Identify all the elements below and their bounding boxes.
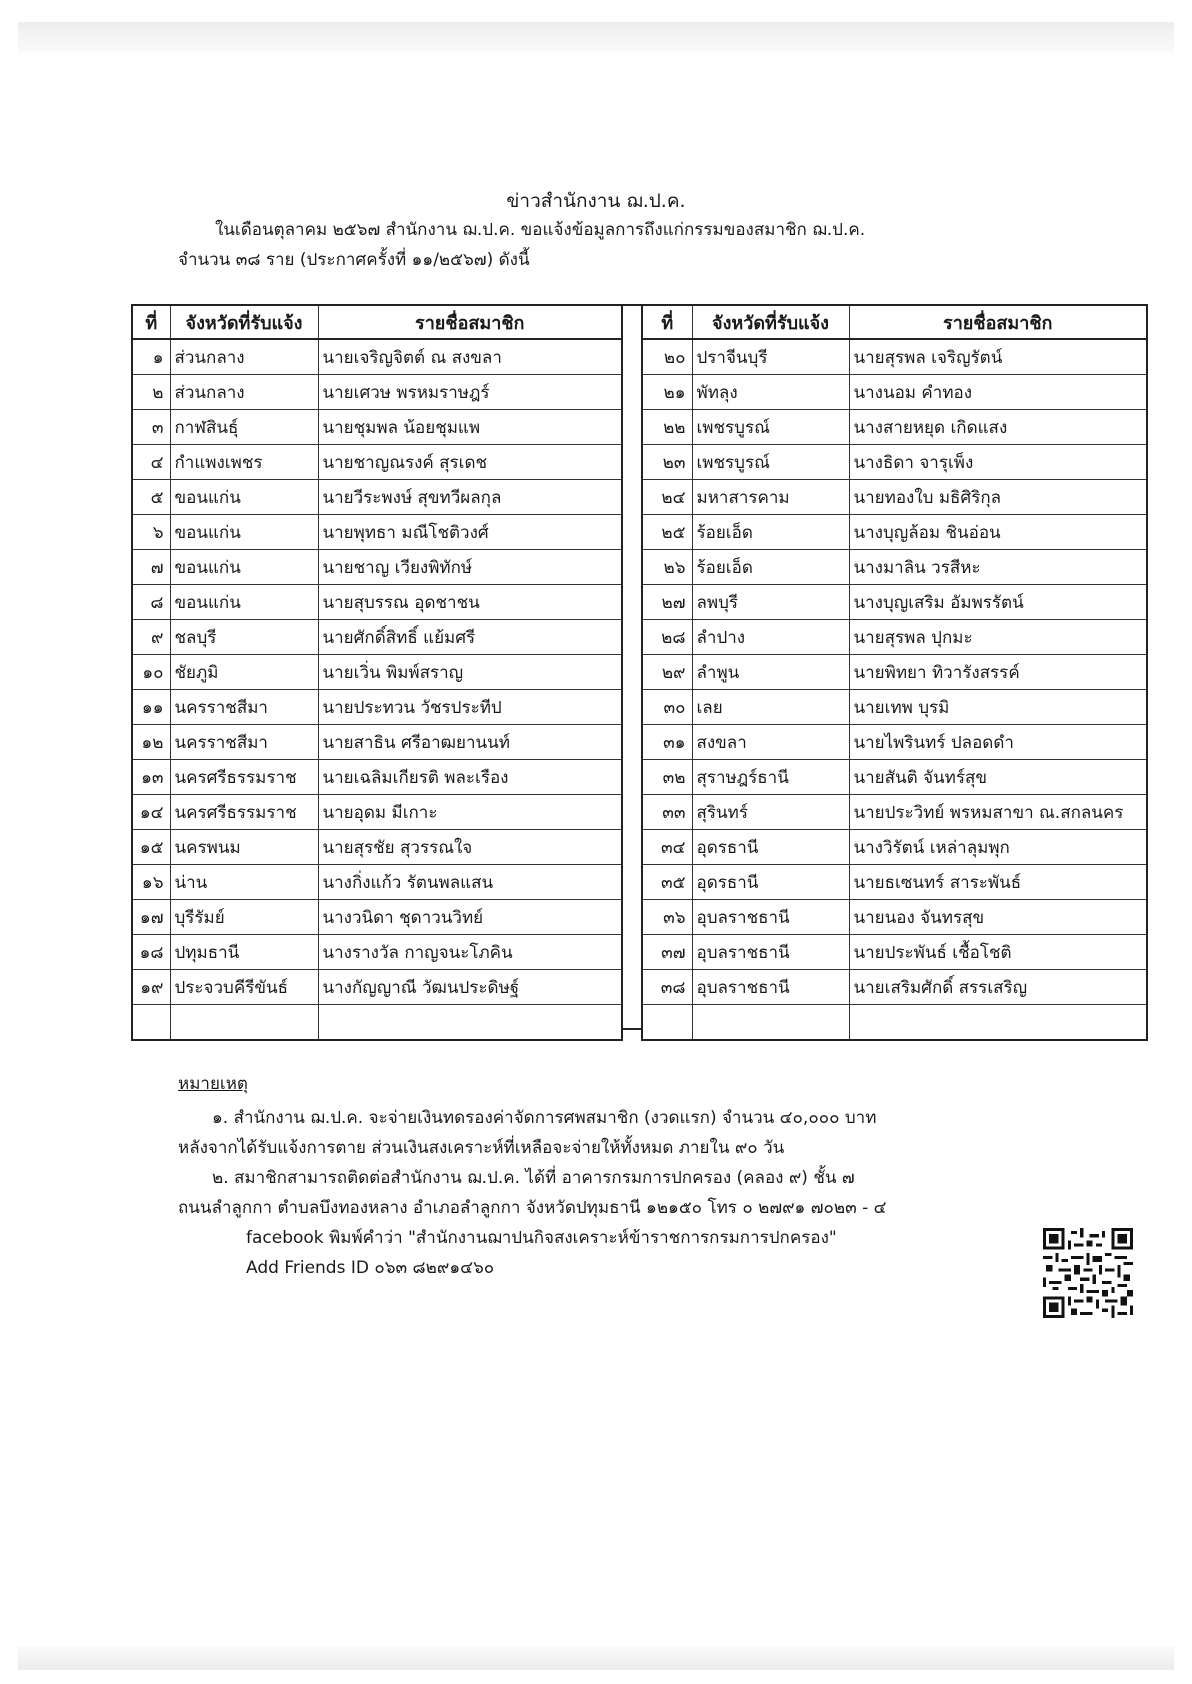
row-number: ๒ <box>132 375 170 410</box>
row-number: ๑๑ <box>132 690 170 725</box>
row-number: ๑๒ <box>132 725 170 760</box>
row-province: อุบลราชธานี <box>692 900 849 935</box>
row-province: ร้อยเอ็ด <box>692 550 849 585</box>
header-member-name: รายชื่อสมาชิก <box>849 305 1147 339</box>
empty-cell <box>849 1005 1147 1041</box>
header-no: ที่ <box>132 305 170 339</box>
row-member-name: นายประพันธ์ เชื้อโชติ <box>849 935 1147 970</box>
row-province: ส่วนกลาง <box>170 375 318 410</box>
row-member-name: นายสาธิน ศรีอาฒยานนท์ <box>318 725 622 760</box>
row-province: ลพบุรี <box>692 585 849 620</box>
row-number: ๑๗ <box>132 900 170 935</box>
row-member-name: นายศักดิ์สิทธิ์ แย้มศรี <box>318 620 622 655</box>
row-number: ๓๓ <box>642 795 692 830</box>
row-number: ๒๑ <box>642 375 692 410</box>
remark-1-line-1: ๑. สำนักงาน ฌ.ป.ค. จะจ่ายเงินทดรองค่าจัดการศพสมาชิก (งวดแรก) จำนวน ๔๐,๐๐๐ บาท <box>212 1108 877 1128</box>
row-member-name: นางสายหยุด เกิดแสง <box>849 410 1147 445</box>
row-province: กาฬสินธุ์ <box>170 410 318 445</box>
table-row <box>642 339 1147 375</box>
row-number: ๔ <box>132 445 170 480</box>
row-member-name: นายสันติ จันทร์สุข <box>849 760 1147 795</box>
table-row <box>642 830 1147 865</box>
row-number: ๓๑ <box>642 725 692 760</box>
page-title: ข่าวสำนักงาน ฌ.ป.ค. <box>506 190 686 212</box>
table-row <box>642 585 1147 620</box>
row-number: ๑๕ <box>132 830 170 865</box>
row-number: ๒๗ <box>642 585 692 620</box>
row-member-name: นายชาญ เวียงพิทักษ์ <box>318 550 622 585</box>
table-row <box>642 375 1147 410</box>
row-province: เพชรบูรณ์ <box>692 445 849 480</box>
row-number: ๒๒ <box>642 410 692 445</box>
row-number: ๕ <box>132 480 170 515</box>
row-member-name: นางธิดา จารุเพ็ง <box>849 445 1147 480</box>
row-member-name: นายพุทธา มณีโชติวงศ์ <box>318 515 622 550</box>
row-province: พัทลุง <box>692 375 849 410</box>
remark-1-line-2: หลังจากได้รับแจ้งการตาย ส่วนเงินสงเคราะห์ที่เหลือจะจ่ายให้ทั้งหมด ภายใน ๙๐ วัน <box>178 1138 785 1158</box>
row-member-name: นางวนิดา ชุดาวนวิทย์ <box>318 900 622 935</box>
row-number: ๒๓ <box>642 445 692 480</box>
row-member-name: นายสุรชัย สุวรรณใจ <box>318 830 622 865</box>
table-row <box>132 725 622 760</box>
row-province: ขอนแก่น <box>170 550 318 585</box>
row-province: ประจวบคีรีขันธ์ <box>170 970 318 1005</box>
row-province: นครศรีธรรมราช <box>170 795 318 830</box>
row-province: ปทุมธานี <box>170 935 318 970</box>
row-member-name: นายเทพ บุรมิ <box>849 690 1147 725</box>
row-number: ๖ <box>132 515 170 550</box>
row-province: สุรินทร์ <box>692 795 849 830</box>
table-row <box>642 725 1147 760</box>
table-row <box>132 445 622 480</box>
intro-line-1: ในเดือนตุลาคม ๒๕๖๗ สำนักงาน ฌ.ป.ค. ขอแจ้งข้อมูลการถึงแก่กรรมของสมาชิก ฌ.ป.ค. <box>215 220 866 240</box>
row-member-name: นายธเซนทร์ สาระพันธ์ <box>849 865 1147 900</box>
row-province: ขอนแก่น <box>170 585 318 620</box>
row-member-name: นางรางวัล กาญจนะโภคิน <box>318 935 622 970</box>
row-number: ๓๕ <box>642 865 692 900</box>
row-number: ๒๙ <box>642 655 692 690</box>
empty-cell <box>318 1005 622 1041</box>
table-divider <box>621 304 641 1030</box>
table-row <box>642 760 1147 795</box>
table-row <box>132 480 622 515</box>
row-number: ๑๔ <box>132 795 170 830</box>
row-member-name: นางบุญล้อม ชินอ่อน <box>849 515 1147 550</box>
remark-2-line-2: ถนนลำลูกกา ตำบลบึงทองหลาง อำเภอลำลูกกา จังหวัดปทุมธานี ๑๒๑๕๐ โทร ๐ ๒๗๙๑ ๗๐๒๓ - ๔ <box>178 1198 887 1218</box>
table-row <box>132 410 622 445</box>
row-member-name: นายนอง จันทรสุข <box>849 900 1147 935</box>
row-member-name: นายสุรพล เจริญรัตน์ <box>849 339 1147 375</box>
table-row <box>642 550 1147 585</box>
row-member-name: นายเจริญจิตต์ ณ สงขลา <box>318 339 622 375</box>
remark-2-line-1: ๒. สมาชิกสามารถติดต่อสำนักงาน ฌ.ป.ค. ได้ที่ อาคารกรมการปกครอง (คลอง ๙) ชั้น ๗ <box>212 1168 855 1188</box>
table-row <box>642 970 1147 1005</box>
table-row <box>642 445 1147 480</box>
row-province: มหาสารคาม <box>692 480 849 515</box>
row-member-name: นายวีระพงษ์ สุขทวีผลกุล <box>318 480 622 515</box>
row-province: สุราษฎร์ธานี <box>692 760 849 795</box>
row-number: ๗ <box>132 550 170 585</box>
remarks-title: หมายเหตุ <box>178 1074 248 1094</box>
row-member-name: นายเวิ่น พิมพ์สราญ <box>318 655 622 690</box>
row-number: ๓๔ <box>642 830 692 865</box>
row-member-name: นางกัญญาณี วัฒนประดิษฐ์ <box>318 970 622 1005</box>
row-province: อุบลราชธานี <box>692 935 849 970</box>
table-row <box>642 620 1147 655</box>
row-member-name: นายเศวษ พรหมราษฎร์ <box>318 375 622 410</box>
row-member-name: นายชุมพล น้อยชุมแพ <box>318 410 622 445</box>
table-row-empty <box>132 1005 622 1041</box>
row-member-name: นายเฉลิมเกียรติ พละเรือง <box>318 760 622 795</box>
table-row <box>642 690 1147 725</box>
row-number: ๓๖ <box>642 900 692 935</box>
row-number: ๑๖ <box>132 865 170 900</box>
row-province: ร้อยเอ็ด <box>692 515 849 550</box>
row-number: ๒๕ <box>642 515 692 550</box>
row-province: ชลบุรี <box>170 620 318 655</box>
row-province: นครราชสีมา <box>170 690 318 725</box>
row-number: ๑๘ <box>132 935 170 970</box>
table-row <box>132 760 622 795</box>
row-number: ๓ <box>132 410 170 445</box>
row-member-name: นายเสริมศักดิ์ สรรเสริญ <box>849 970 1147 1005</box>
remarks-section <box>178 1070 1138 1283</box>
row-province: นครราชสีมา <box>170 725 318 760</box>
row-member-name: นายพิทยา ทิวารังสรรค์ <box>849 655 1147 690</box>
table-row <box>132 655 622 690</box>
row-member-name: นายชาญณรงค์ สุรเดช <box>318 445 622 480</box>
table-row <box>642 655 1147 690</box>
header-member-name: รายชื่อสมาชิก <box>318 305 622 339</box>
line-id: Add Friends ID ๐๖๓ ๘๒๙๑๔๖๐ <box>246 1258 495 1278</box>
row-number: ๙ <box>132 620 170 655</box>
table-row <box>132 830 622 865</box>
row-number: ๑ <box>132 339 170 375</box>
members-table-right <box>641 304 1148 1041</box>
row-province: สงขลา <box>692 725 849 760</box>
table-row <box>132 585 622 620</box>
table-row <box>642 410 1147 445</box>
table-row <box>132 690 622 725</box>
scan-shadow-top <box>18 22 1174 52</box>
row-member-name: นางมาลิน วรสีหะ <box>849 550 1147 585</box>
row-member-name: นางบุญเสริม อัมพรรัตน์ <box>849 585 1147 620</box>
row-number: ๒๖ <box>642 550 692 585</box>
row-province: เลย <box>692 690 849 725</box>
row-province: อุบลราชธานี <box>692 970 849 1005</box>
row-number: ๑๙ <box>132 970 170 1005</box>
table-row <box>132 795 622 830</box>
row-province: ส่วนกลาง <box>170 339 318 375</box>
row-number: ๓๘ <box>642 970 692 1005</box>
row-province: ชัยภูมิ <box>170 655 318 690</box>
qr-code-icon <box>1043 1228 1133 1318</box>
row-province: ปราจีนบุรี <box>692 339 849 375</box>
row-province: บุรีรัมย์ <box>170 900 318 935</box>
table-row <box>132 550 622 585</box>
row-province: ลำพูน <box>692 655 849 690</box>
row-province: นครพนม <box>170 830 318 865</box>
header-province: จังหวัดที่รับแจ้ง <box>692 305 849 339</box>
row-member-name: นายสุบรรณ อุดชาชน <box>318 585 622 620</box>
row-number: ๓๐ <box>642 690 692 725</box>
table-row <box>132 620 622 655</box>
row-number: ๑๓ <box>132 760 170 795</box>
table-row <box>132 375 622 410</box>
row-province: น่าน <box>170 865 318 900</box>
row-member-name: นางวิรัตน์ เหล่าลุมพุก <box>849 830 1147 865</box>
row-member-name: นายทองใบ มธิศิริกุล <box>849 480 1147 515</box>
table-row-empty <box>642 1005 1147 1041</box>
table-row <box>132 970 622 1005</box>
table-row <box>132 865 622 900</box>
row-number: ๒๘ <box>642 620 692 655</box>
empty-cell <box>642 1005 692 1041</box>
intro-line-2: จำนวน ๓๘ ราย (ประกาศครั้งที่ ๑๑/๒๕๖๗) ดังนี้ <box>178 250 530 270</box>
table-header-row <box>132 305 622 339</box>
row-province: เพชรบูรณ์ <box>692 410 849 445</box>
table-row <box>132 935 622 970</box>
row-number: ๑๐ <box>132 655 170 690</box>
empty-cell <box>132 1005 170 1041</box>
members-table-left <box>131 304 623 1041</box>
table-row <box>642 900 1147 935</box>
table-row <box>642 480 1147 515</box>
row-member-name: นายไพรินทร์ ปลอดดำ <box>849 725 1147 760</box>
row-member-name: นายประทวน วัชรประทีป <box>318 690 622 725</box>
row-province: อุดรธานี <box>692 865 849 900</box>
row-province: นครศรีธรรมราช <box>170 760 318 795</box>
table-row <box>642 515 1147 550</box>
row-province: ขอนแก่น <box>170 480 318 515</box>
row-province: กำแพงเพชร <box>170 445 318 480</box>
row-number: ๘ <box>132 585 170 620</box>
row-member-name: นายสุรพล ปุกมะ <box>849 620 1147 655</box>
table-row <box>642 935 1147 970</box>
row-number: ๓๗ <box>642 935 692 970</box>
facebook-line: facebook พิมพ์คำว่า "สำนักงานฌาปนกิจสงเคราะห์ข้าราชการกรมการปกครอง" <box>246 1228 837 1248</box>
row-member-name: นางนอม คำทอง <box>849 375 1147 410</box>
row-province: ขอนแก่น <box>170 515 318 550</box>
table-row <box>132 515 622 550</box>
table-row <box>132 339 622 375</box>
row-member-name: นายอุดม มีเกาะ <box>318 795 622 830</box>
row-number: ๒๐ <box>642 339 692 375</box>
row-province: ลำปาง <box>692 620 849 655</box>
scan-shadow-bottom <box>18 1646 1174 1670</box>
table-row <box>642 865 1147 900</box>
table-row <box>642 795 1147 830</box>
row-member-name: นายประวิทย์ พรหมสาขา ณ.สกลนคร <box>849 795 1147 830</box>
empty-cell <box>170 1005 318 1041</box>
row-number: ๓๒ <box>642 760 692 795</box>
row-number: ๒๔ <box>642 480 692 515</box>
row-province: อุดรธานี <box>692 830 849 865</box>
table-header-row <box>642 305 1147 339</box>
empty-cell <box>692 1005 849 1041</box>
header-province: จังหวัดที่รับแจ้ง <box>170 305 318 339</box>
header-no: ที่ <box>642 305 692 339</box>
row-member-name: นางกิ่งแก้ว รัตนพลแสน <box>318 865 622 900</box>
table-row <box>132 900 622 935</box>
